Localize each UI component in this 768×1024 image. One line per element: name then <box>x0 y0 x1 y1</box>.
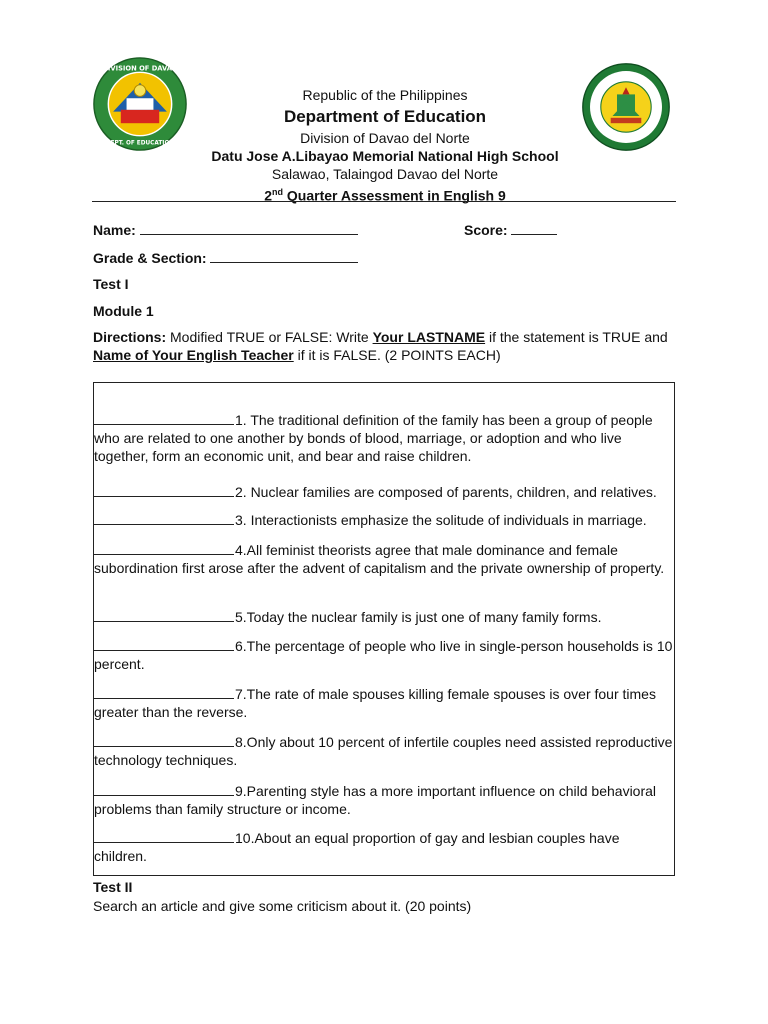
score-field <box>464 221 557 239</box>
item-text: 8.Only about 10 percent of infertile couples need assisted reproductive technology techniques. <box>94 734 673 768</box>
test2-instruction: Search an article and give some criticism about it. (20 points) <box>93 898 472 914</box>
test2-title: Test II <box>93 879 133 895</box>
list-item <box>94 411 676 465</box>
grade-section-field <box>93 249 358 267</box>
header-divider <box>92 201 676 202</box>
module-title: Module 1 <box>93 303 154 319</box>
score-blank[interactable] <box>511 221 557 235</box>
directions-part-c: if it is FALSE. (2 POINTS EACH) <box>293 347 501 363</box>
item-text: 5.Today the nuclear family is just one of many family forms. <box>235 609 602 625</box>
list-item <box>94 483 676 501</box>
list-item <box>94 733 676 769</box>
directions-label: Directions: <box>93 329 167 345</box>
answer-blank[interactable] <box>94 511 234 525</box>
item-text: 3. Interactionists emphasize the solitude of individuals in marriage. <box>235 512 647 528</box>
directions-part-a: Modified TRUE or FALSE: Write <box>166 329 373 345</box>
answer-blank[interactable] <box>94 733 234 747</box>
item-text: 10.About an equal proportion of gay and lesbian couples have children. <box>94 830 620 864</box>
list-item <box>94 782 676 818</box>
document-header <box>190 86 580 205</box>
item-text: 7.The rate of male spouses killing female spouses is over four times greater than the reverse. <box>94 686 656 720</box>
answer-blank[interactable] <box>94 608 234 622</box>
division-line: Division of Davao del Norte <box>300 130 470 146</box>
directions-lastname: Your LASTNAME <box>372 329 486 345</box>
answer-blank[interactable] <box>94 685 234 699</box>
list-item <box>94 541 676 577</box>
name-field <box>93 221 358 239</box>
division-seal-graphic <box>92 56 188 152</box>
republic-line: Republic of the Philippines <box>302 87 468 103</box>
department-title: Department of Education <box>283 107 487 126</box>
answer-blank[interactable] <box>94 541 234 555</box>
item-text: 6.The percentage of people who live in single-person households is 10 percent. <box>94 638 673 672</box>
seal-ring-top-text: DIVISION OF DAVAO <box>102 64 178 73</box>
quarter-text: Quarter Assessment in English 9 <box>283 187 506 204</box>
answer-blank[interactable] <box>94 829 234 843</box>
division-seal-icon <box>92 56 188 152</box>
school-seal-graphic <box>576 62 676 152</box>
grade-section-label: Grade & Section: <box>93 250 207 266</box>
list-item <box>94 608 676 626</box>
seal-ring-bottom-text: DEPT. OF EDUCATION <box>105 140 175 147</box>
name-label: Name: <box>93 222 136 238</box>
school-seal-icon <box>576 62 676 152</box>
school-name: Datu Jose A.Libayao Memorial National High School <box>211 148 559 164</box>
quarter-number: 2 <box>264 187 272 204</box>
list-item <box>94 685 676 721</box>
directions <box>93 328 683 364</box>
answer-blank[interactable] <box>94 782 234 796</box>
answer-blank[interactable] <box>94 637 234 651</box>
grade-section-blank[interactable] <box>210 249 358 263</box>
score-label: Score: <box>464 222 508 238</box>
directions-part-b: if the statement is TRUE and <box>485 329 668 345</box>
item-text: 9.Parenting style has a more important influence on child behavioral problems than family structure or income. <box>94 783 657 817</box>
directions-teacher: Name of Your English Teacher <box>93 347 294 363</box>
list-item <box>94 637 676 673</box>
list-item <box>94 829 676 865</box>
quarter-suffix: nd <box>272 187 283 197</box>
list-item <box>94 511 676 529</box>
school-address: Salawao, Talaingod Davao del Norte <box>271 166 499 182</box>
item-text: 1. The traditional definition of the family has been a group of people who are related to one another by bonds of blood, marriage, or adoption and who live together, form an economic unit, and bear and raise children. <box>94 412 653 464</box>
answer-blank[interactable] <box>94 483 234 497</box>
test1-title: Test I <box>93 276 129 292</box>
name-blank[interactable] <box>140 221 358 235</box>
item-text: 2. Nuclear families are composed of parents, children, and relatives. <box>235 484 657 500</box>
answer-blank[interactable] <box>94 411 234 425</box>
item-text: 4.All feminist theorists agree that male dominance and female subordination first arose after the advent of capitalism and the private ownership of property. <box>94 542 665 576</box>
